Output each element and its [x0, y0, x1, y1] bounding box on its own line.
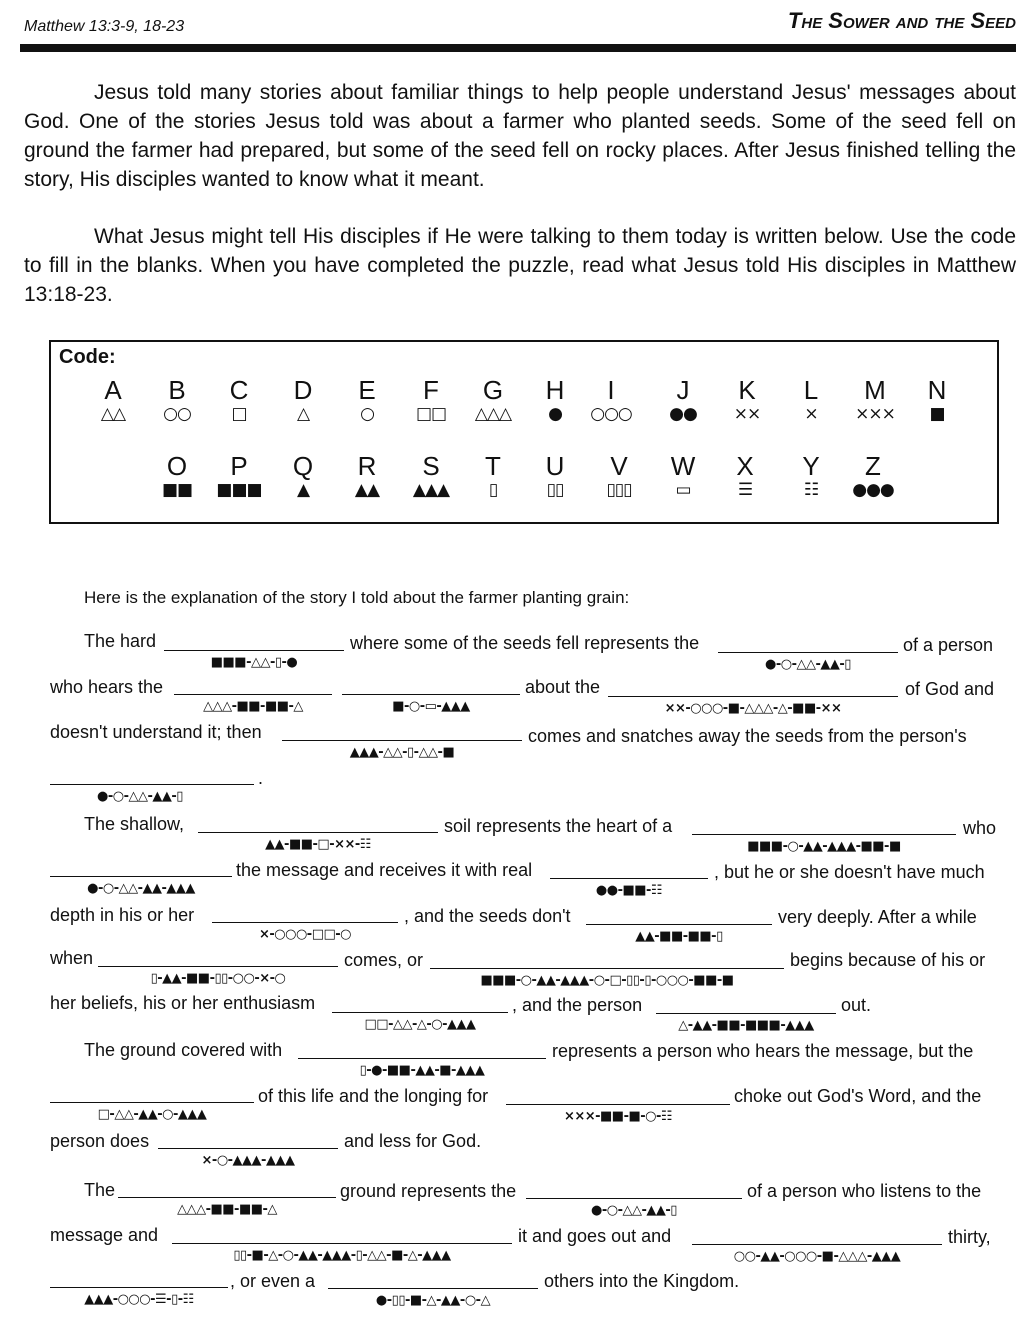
- code-symbol: □: [231, 404, 247, 424]
- puzzle-text: choke out God's Word, and the: [734, 1086, 982, 1106]
- code-letter: R: [357, 451, 377, 481]
- code-key-e: [337, 376, 397, 424]
- code-key-a: [83, 376, 143, 424]
- code-label: Code:: [59, 346, 116, 368]
- coded-word: ■■■-○-▲▲-▲▲▲-○-□-▯▯-▯-○○○-■■-■: [480, 973, 734, 988]
- puzzle-text: , or even a: [230, 1271, 316, 1291]
- code-symbol: ●: [548, 404, 562, 424]
- puzzle-text: her beliefs, his or her enthusiasm: [50, 993, 316, 1013]
- code-letter: D: [293, 375, 313, 405]
- code-key-c: [209, 376, 269, 424]
- coded-word: ●-○-△△-▲▲-▲▲▲: [87, 881, 195, 896]
- answer-blank[interactable]: [50, 1287, 228, 1288]
- puzzle-text: it and goes out and: [518, 1226, 672, 1246]
- coded-word: ▲▲-■■-□-××-☷: [265, 837, 371, 852]
- code-letter: Y: [802, 451, 820, 481]
- coded-word: ○○-▲▲-○○○-■-△△△-▲▲▲: [733, 1249, 901, 1264]
- code-symbol: ▲▲: [354, 480, 380, 500]
- code-symbol: ×××: [855, 404, 895, 424]
- answer-blank[interactable]: [212, 922, 398, 923]
- intro-paragraph-1: [24, 78, 1016, 194]
- code-symbol: ××: [733, 404, 761, 424]
- code-letter: K: [738, 375, 756, 405]
- coded-word: △-▲▲-■■-■■■-▲▲▲: [678, 1018, 814, 1033]
- code-key-l: [781, 376, 841, 424]
- code-symbol: ○○: [163, 404, 191, 424]
- answer-blank[interactable]: [172, 1243, 512, 1244]
- puzzle-text: person does: [50, 1131, 150, 1151]
- code-key-i: [581, 376, 641, 424]
- code-key-z: [843, 452, 903, 500]
- puzzle-text: doesn't understand it; then: [50, 722, 262, 742]
- code-key-r: [337, 452, 397, 500]
- code-symbol: ■■: [161, 480, 193, 500]
- code-key-x: [715, 452, 775, 500]
- answer-blank[interactable]: [298, 1058, 546, 1059]
- code-symbol: ▯▯▯: [606, 480, 632, 500]
- coded-word: ×-○○○-□□-○: [258, 927, 352, 942]
- puzzle-text: represents a person who hears the message, but the: [552, 1041, 974, 1061]
- puzzle-text: where some of the seeds fell represents the: [350, 633, 700, 653]
- answer-blank[interactable]: [692, 1244, 942, 1245]
- puzzle-text: The ground covered with: [84, 1040, 283, 1060]
- coded-word: ●-▯▯-■-△-▲▲-○-△: [375, 1293, 491, 1308]
- answer-blank[interactable]: [526, 1198, 742, 1199]
- answer-blank[interactable]: [692, 834, 956, 835]
- code-letter: H: [545, 375, 565, 405]
- coded-word: ▯-●-■■-▲▲-■-▲▲▲: [359, 1063, 485, 1078]
- puzzle-text: out.: [841, 995, 872, 1015]
- code-key-b: [147, 376, 207, 424]
- code-symbol: ●●: [669, 404, 697, 424]
- puzzle-text: The shallow,: [84, 814, 185, 834]
- puzzle-text: of a person: [903, 635, 994, 655]
- coded-word: ●●-■■-☷: [595, 883, 663, 898]
- intro-text-2: What Jesus might tell His disciples if He were talking to them today is written below. Use the code to fill in the blanks. When you have completed the puzzle, read what Jesus told His disciples in Matthew 13:18-23.: [24, 225, 1016, 306]
- code-symbol: ▯▯: [546, 480, 564, 500]
- code-key-y: [781, 452, 841, 500]
- puzzle-text: , and the seeds don't: [404, 906, 571, 926]
- answer-blank[interactable]: [430, 968, 784, 969]
- puzzle-text: comes, or: [344, 950, 424, 970]
- code-key-o: [147, 452, 207, 500]
- answer-blank[interactable]: [98, 966, 338, 967]
- code-key-m: [845, 376, 905, 424]
- puzzle-text: who: [963, 818, 997, 838]
- code-symbol: ☷: [803, 480, 819, 500]
- answer-blank[interactable]: [342, 694, 520, 695]
- answer-blank[interactable]: [50, 784, 254, 785]
- code-key-v: [589, 452, 649, 500]
- answer-blank[interactable]: [656, 1013, 836, 1014]
- coded-word: □-△△-▲▲-○-▲▲▲: [97, 1107, 207, 1122]
- puzzle-text: depth in his or her: [50, 905, 195, 925]
- coded-word: ▲▲-■■-■■-▯: [635, 929, 723, 944]
- answer-blank[interactable]: [164, 650, 344, 651]
- code-key-f: [401, 376, 461, 424]
- code-symbol: ■: [929, 404, 945, 424]
- code-key-h: [525, 376, 585, 424]
- puzzle-text: message and: [50, 1225, 159, 1245]
- puzzle-text: the message and receives it with real: [236, 860, 533, 880]
- coded-word: ■■■-△△-▯-●: [210, 655, 298, 670]
- coded-word: ▲▲▲-○○○-☰-▯-☷: [84, 1292, 194, 1307]
- coded-word: ▲▲▲-△△-▯-△△-■: [349, 745, 455, 760]
- answer-blank[interactable]: [198, 832, 438, 833]
- coded-word: ■■■-○-▲▲-▲▲▲-■■-■: [747, 839, 901, 854]
- code-letter: U: [545, 451, 565, 481]
- code-symbol: △△△: [474, 404, 512, 424]
- scripture-reference: Matthew 13:3-9, 18-23: [24, 18, 185, 35]
- code-key-n: [907, 376, 967, 424]
- code-symbol: ☰: [737, 480, 753, 500]
- code-symbol: ▲▲▲: [412, 480, 450, 500]
- coded-word: □□-△△-△-○-▲▲▲: [364, 1017, 476, 1032]
- puzzle-text: , but he or she doesn't have much: [714, 862, 985, 882]
- code-letter: Q: [292, 451, 314, 481]
- puzzle-text: and less for God.: [344, 1131, 482, 1151]
- puzzle-text: thirty,: [948, 1227, 991, 1247]
- code-symbol: ●●●: [852, 480, 894, 500]
- code-letter: T: [485, 451, 501, 481]
- coded-word: △△△-■■-■■-△: [203, 699, 303, 714]
- answer-blank[interactable]: [50, 1102, 254, 1103]
- coded-word: ×××-■■-■-○-☷: [563, 1109, 673, 1124]
- code-letter: N: [927, 375, 947, 405]
- code-symbol: △△: [100, 404, 126, 424]
- puzzle-text: of God and: [905, 679, 995, 699]
- coded-word: ●-○-△△-▲▲-▯: [591, 1203, 677, 1218]
- intro-paragraph-2: [24, 222, 1016, 309]
- coded-word: ×-○-▲▲▲-▲▲▲: [201, 1153, 295, 1168]
- puzzle-text: comes and snatches away the seeds from the person's: [528, 726, 967, 746]
- code-letter: X: [736, 451, 754, 481]
- header-rule: [20, 44, 1016, 52]
- code-letter: I: [607, 375, 615, 405]
- code-key-p: [209, 452, 269, 500]
- code-key-s: [401, 452, 461, 500]
- puzzle-text: others into the Kingdom.: [544, 1271, 740, 1291]
- puzzle-text: The: [84, 1180, 116, 1200]
- code-key-u: [525, 452, 585, 500]
- code-letter: M: [864, 375, 886, 405]
- code-letter: C: [229, 375, 249, 405]
- intro-text-1: Jesus told many stories about familiar things to help people understand Jesus' messages about God. One of the stories Jesus told was about a farmer who planted seeds. Some of the seed fell on ground the farmer had prepared, but some of the seed fell on rocky places. After Jesus finished telling the story, His disciples wanted to know what it meant.: [24, 81, 1016, 191]
- puzzle-text: ground represents the: [340, 1181, 517, 1201]
- code-symbol: ▭: [675, 480, 691, 500]
- puzzle-text: about the: [525, 677, 601, 697]
- code-symbol: ■■■: [216, 480, 262, 500]
- code-symbol: ×: [804, 404, 818, 424]
- code-letter: E: [358, 375, 376, 405]
- code-letter: O: [166, 451, 188, 481]
- coded-word: ■-○-▭-▲▲▲: [392, 699, 470, 714]
- code-letter: F: [423, 375, 439, 405]
- answer-blank[interactable]: [118, 1197, 336, 1198]
- puzzle-text: begins because of his or: [790, 950, 986, 970]
- answer-blank[interactable]: [332, 1012, 508, 1013]
- coded-word: ××-○○○-■-△△△-△-■■-××: [664, 701, 842, 716]
- answer-blank[interactable]: [506, 1104, 730, 1105]
- code-letter: J: [676, 375, 690, 405]
- puzzle-text: , and the person: [512, 995, 643, 1015]
- coded-word: ●-○-△△-▲▲-▯: [97, 789, 183, 804]
- code-symbol: ○○○: [590, 404, 632, 424]
- code-letter: V: [610, 451, 628, 481]
- code-key-g: [463, 376, 523, 424]
- code-key-q: [273, 452, 333, 500]
- answer-blank[interactable]: [328, 1288, 538, 1289]
- code-key-box: [49, 340, 999, 524]
- code-key-w: [653, 452, 713, 500]
- puzzle-text: of this life and the longing for: [258, 1086, 489, 1106]
- code-key-j: [653, 376, 713, 424]
- puzzle-text: of a person who listens to the: [747, 1181, 982, 1201]
- puzzle-text: .: [258, 768, 264, 788]
- code-symbol: ▯: [488, 480, 498, 500]
- puzzle-text: The hard: [84, 631, 157, 651]
- code-key-t: [463, 452, 523, 500]
- code-symbol: ○: [360, 404, 374, 424]
- answer-blank[interactable]: [586, 924, 772, 925]
- code-letter: B: [168, 375, 186, 405]
- code-key-k: [717, 376, 777, 424]
- code-letter: A: [104, 375, 122, 405]
- code-symbol: ▲: [296, 480, 310, 500]
- code-letter: S: [422, 451, 440, 481]
- answer-blank[interactable]: [718, 652, 898, 653]
- code-key-d: [273, 376, 333, 424]
- page-title: The Sower and the Seed: [787, 8, 1016, 33]
- puzzle-intro: Here is the explanation of the story I told about the farmer planting grain:: [84, 588, 630, 607]
- answer-blank[interactable]: [50, 876, 232, 877]
- coded-word: △△△-■■-■■-△: [177, 1202, 277, 1217]
- puzzle-text: when: [50, 948, 94, 968]
- code-symbol: △: [296, 404, 310, 424]
- code-letter: W: [670, 451, 696, 481]
- code-letter: P: [230, 451, 248, 481]
- answer-blank[interactable]: [158, 1148, 338, 1149]
- puzzle-text: very deeply. After a while: [778, 907, 977, 927]
- code-letter: Z: [865, 451, 881, 481]
- code-letter: L: [803, 375, 819, 405]
- code-symbol: □□: [415, 404, 447, 424]
- answer-blank[interactable]: [608, 696, 898, 697]
- answer-blank[interactable]: [282, 740, 522, 741]
- coded-word: ▯-▲▲-■■-▯▯-○○-×-○: [150, 971, 286, 986]
- answer-blank[interactable]: [550, 878, 708, 879]
- coded-word: ▯▯-■-△-○-▲▲-▲▲▲-▯-△△-■-△-▲▲▲: [233, 1248, 451, 1263]
- answer-blank[interactable]: [174, 694, 332, 695]
- puzzle-text: who hears the: [50, 677, 164, 697]
- puzzle-text: soil represents the heart of a: [444, 816, 673, 836]
- code-letter: G: [482, 375, 504, 405]
- coded-word: ●-○-△△-▲▲-▯: [765, 657, 851, 672]
